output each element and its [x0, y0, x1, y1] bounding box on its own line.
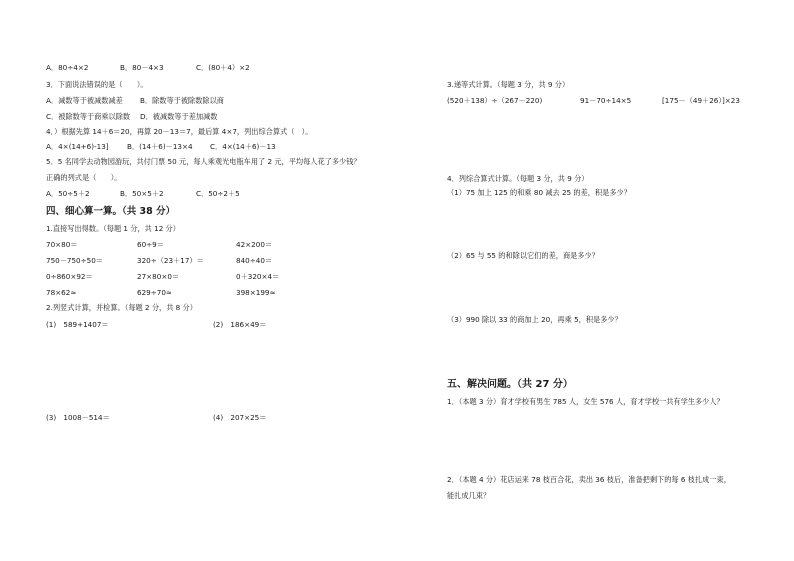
vertical-item-2: (2) 186×49＝	[213, 320, 267, 329]
section4-title: 四、细心算一算。（共 38 分）	[46, 206, 176, 217]
q5-option-a: A．50÷5＋2	[46, 189, 90, 198]
oral-r3-c3: 0＋320×4＝	[236, 272, 280, 281]
q2-option-a: A．80÷4×2	[46, 63, 89, 72]
q3-option-b: B．除数等于被除数除以商	[140, 96, 224, 105]
right-q3-title: 3.递等式计算。（每题 3 分，共 9 分）	[447, 80, 570, 89]
oral-r1-c3: 42×200＝	[236, 240, 273, 249]
q4-option-b: B．(14＋6)－13×4	[127, 142, 193, 151]
q3-option-d: D．被减数等于差加减数	[140, 112, 218, 121]
oral-r2-c2: 320÷（23＋17）＝	[137, 256, 204, 265]
right-q4-item-2: （2）65 与 55 的和除以它们的差，商是多少？	[447, 251, 599, 260]
oral-r1-c2: 60÷9＝	[137, 240, 164, 249]
vertical-item-1: (1) 589+1407＝	[46, 320, 109, 329]
q5-option-c: C．50÷2＋5	[196, 189, 240, 198]
right-q3-item-1: (520＋138）÷（267－220)	[447, 96, 543, 105]
right-q4-item-3: （3）990 除以 33 的商加上 20，再乘 5，积是多少？	[447, 315, 622, 324]
oral-r4-c2: 629÷70≈	[137, 288, 172, 297]
q5-answer-prompt: 正确的列式是（ ）。	[46, 173, 122, 182]
q4-option-c: C．4×(14＋6)－13	[210, 142, 276, 151]
problem-2-line1: 2．（本题 4 分）花店运来 78 枝百合花，卖出 36 枝后，准备把剩下的每 6 枝扎成一束，	[447, 475, 731, 484]
right-q3-item-3: [175－（49＋26）]×23	[662, 96, 740, 105]
vertical-item-4: (4) 207×25＝	[213, 413, 267, 422]
q3-option-c: C．被除数等于商乘以除数	[46, 112, 131, 121]
q2-option-c: C．(80＋4）×2	[196, 63, 250, 72]
oral-r4-c1: 78×62≈	[46, 288, 77, 297]
q3-option-a: A．减数等于被减数减差	[46, 96, 123, 105]
oral-r2-c3: 840÷40＝	[236, 256, 273, 265]
sub2-title: 2.列竖式计算，并检算。（每题 2 分，共 8 分）	[46, 303, 197, 312]
q5-option-b: B．50×5＋2	[120, 189, 164, 198]
q2-option-b: B．80－4×3	[120, 63, 164, 72]
right-q4-title: 4．列综合算式计算。（每题 3 分，共 9 分）	[447, 174, 589, 183]
right-q3-item-2: 91－70÷14×5	[580, 96, 632, 105]
q4-stem: 4．）根据先算 14＋6＝20，再算 20－13＝7，最后算 4×7，列出综合算式（ ）。	[46, 127, 313, 136]
oral-r4-c3: 398×199≈	[236, 288, 276, 297]
oral-r2-c1: 750－750÷50＝	[46, 256, 103, 265]
problem-1: 1．（本题 3 分）育才学校有男生 785 人，女生 576 人，育才学校一共有学生多少人？	[447, 397, 724, 406]
right-q4-item-1: （1）75 加上 125 的和乘 80 减去 25 的差，积是多少？	[447, 188, 631, 197]
sub1-title: 1.直接写出得数。（每题 1 分，共 12 分）	[46, 224, 180, 233]
q5-stem: 5．5 名同学去动物园游玩，共付门票 50 元，每人乘观光电瓶车用了 2 元，平均每人花了多少钱？	[46, 157, 361, 166]
oral-r3-c1: 0÷860×92＝	[46, 272, 93, 281]
section5-title: 五、解决问题。（共 27 分）	[447, 379, 573, 390]
vertical-item-3: (3) 1008－514＝	[46, 413, 110, 422]
oral-r3-c2: 27×80×0＝	[137, 272, 180, 281]
problem-2-line2: 能扎成几束？	[447, 491, 491, 500]
q4-option-a: A．4×(14+6)-13]	[46, 142, 109, 151]
q3-stem: 3．下面说法错误的是（ ）。	[46, 80, 148, 89]
oral-r1-c1: 70×80＝	[46, 240, 78, 249]
